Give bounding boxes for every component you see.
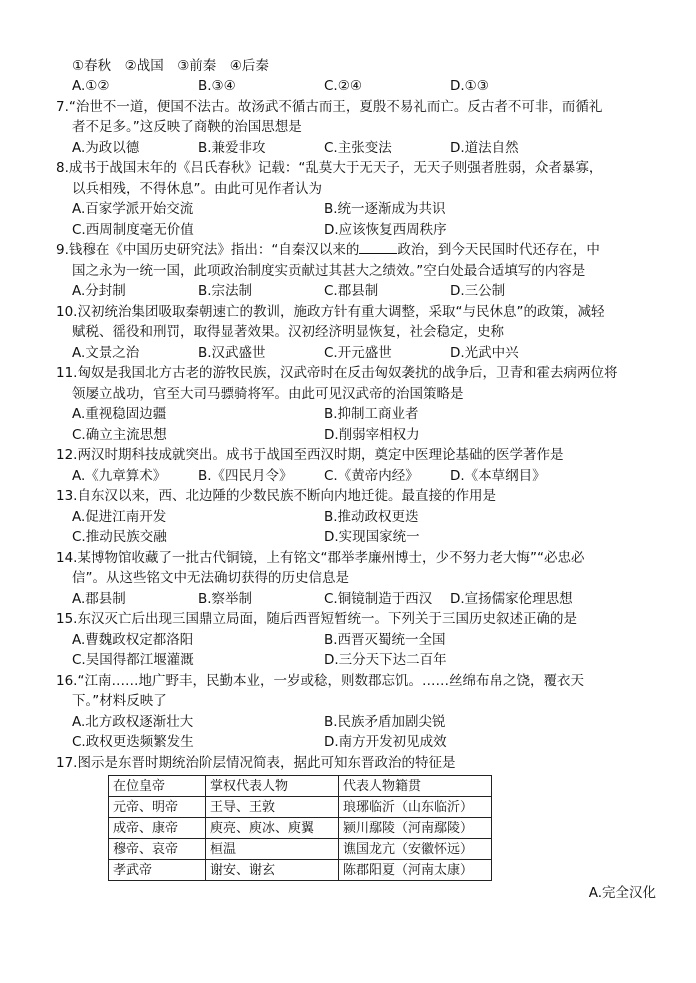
table-header-row: [109, 776, 492, 797]
q7-option-d[interactable]: D.道法自然: [450, 139, 519, 156]
q8-stem-line1: 8.成书于战国末年的《吕氏春秋》记载：“乱莫大于无天子，无天子则强者胜弱，众者暴寡，: [56, 160, 603, 176]
q13-options: [56, 507, 656, 548]
q11-options: [56, 404, 656, 445]
q11-option-b[interactable]: B.抑制工商业者: [324, 406, 419, 422]
q13-option-b[interactable]: B.推动政权更迭: [324, 508, 419, 525]
q15-options: [56, 630, 656, 671]
q15-option-c[interactable]: C.吴国得都江堰灌溉: [72, 652, 194, 668]
q14-option-a[interactable]: A.郡县制: [72, 590, 126, 607]
table-cell: 桓温: [206, 839, 339, 860]
q9-options: [56, 281, 656, 302]
q16-option-d[interactable]: D.南方开发初见成效: [324, 734, 447, 750]
q15-option-d[interactable]: D.三分天下达二百年: [324, 652, 447, 668]
q9-option-a[interactable]: A.分封制: [72, 283, 126, 299]
q9-option-d[interactable]: D.三公制: [450, 283, 506, 299]
table-cell: 谯国龙亢（安徽怀远）: [339, 839, 492, 860]
q14-option-b[interactable]: B.察举制: [198, 590, 253, 607]
table-cell: 庾亮、庾冰、庾翼: [206, 818, 339, 839]
q16-stem-line1: 16.“江南……地广野丰，民勤本业，一岁或稔，则数郡忘饥。……丝绵布帛之饶，覆衣天: [56, 672, 584, 689]
table-row: [109, 797, 492, 818]
q16-stem-line2: 下。”材料反映了: [72, 693, 167, 709]
table-cell: 孝武帝: [109, 860, 206, 881]
q12-option-c[interactable]: C.《黄帝内经》: [324, 467, 419, 484]
q8-option-d[interactable]: D.应该恢复西周秩序: [324, 221, 447, 238]
table-cell: 琅琊临沂（山东临沂）: [339, 797, 492, 818]
q6-option-c[interactable]: C.②④: [324, 78, 362, 94]
exam-page: [56, 56, 656, 903]
q9-stem-part1: 9.钱穆在《中国历史研究法》指出：“自秦汉以来的: [56, 242, 360, 258]
q15-option-a[interactable]: A.曹魏政权定都洛阳: [72, 631, 194, 648]
q13-stem-line1: 13.自东汉以来，西、北边陲的少数民族不断向内地迁徙。最直接的作用是: [56, 488, 496, 504]
table-cell: 元帝、明帝: [109, 797, 206, 818]
q12-stem-line1: 12.两汉时期科技成就突出。成书于战国至西汉时期，奠定中医理论基础的医学著作是: [56, 447, 564, 463]
q16-options: [56, 712, 656, 753]
q11-option-c[interactable]: C.确立主流思想: [72, 426, 167, 443]
q16-option-c[interactable]: C.政权更迭频繁发生: [72, 734, 194, 750]
q12-option-a[interactable]: A.《九章算术》: [72, 467, 167, 484]
q8-stem-line2: 以兵相残，不得休息”。由此可见作者认为: [72, 180, 322, 197]
q14-option-d[interactable]: D.宣扬儒家伦理思想: [450, 590, 573, 607]
q9-stem-part2: 政治，到今天民国时代还存在，中: [397, 242, 600, 258]
q14-options: [56, 589, 656, 610]
q10-option-d[interactable]: D.光武中兴: [450, 344, 519, 361]
q15-option-b[interactable]: B.西晋灭蜀统一全国: [324, 631, 446, 648]
table-header-cell: 在位皇帝: [109, 776, 206, 797]
q9-option-b[interactable]: B.宗法制: [198, 283, 253, 299]
q13-option-c[interactable]: C.推动民族交融: [72, 529, 167, 545]
q10-option-b[interactable]: B.汉武盛世: [198, 344, 266, 361]
q11-option-d[interactable]: D.削弱宰相权力: [324, 426, 420, 443]
q17-table: [108, 775, 492, 881]
q8-options: [56, 199, 656, 240]
q10-stem-line2: 赋税、徭役和刑罚，取得显著效果。汉初经济明显恢复，社会稳定，史称: [72, 324, 504, 340]
table-cell: 王导、王敦: [206, 797, 339, 818]
q10-option-a[interactable]: A.文景之治: [72, 344, 140, 361]
q6-option-d[interactable]: D.①③: [450, 78, 489, 94]
q6-options: [56, 76, 656, 97]
table-row: [109, 818, 492, 839]
q7-option-c[interactable]: C.主张变法: [324, 139, 392, 156]
q9-option-c[interactable]: C.郡县制: [324, 283, 379, 299]
q10-option-c[interactable]: C.开元盛世: [324, 344, 392, 361]
q9-blank: [359, 240, 397, 254]
q13-option-d[interactable]: D.实现国家统一: [324, 529, 420, 545]
q10-options: [56, 343, 656, 364]
q16-option-b[interactable]: B.民族矛盾加剧尖锐: [324, 713, 446, 730]
q7-options: [56, 138, 656, 159]
q12-options: [56, 466, 656, 487]
q14-option-c[interactable]: C.铜镜制造于西汉: [324, 590, 433, 607]
q17-option-a[interactable]: A.完全汉化: [588, 885, 656, 901]
q7-stem-line2: 者不足多。”这反映了商鞅的治国思想是: [72, 119, 302, 135]
q11-option-a[interactable]: A.重视稳固边疆: [72, 406, 167, 422]
q6-items: ①春秋 ②战国 ③前秦 ④后秦: [72, 58, 269, 74]
q12-option-b[interactable]: B.《四民月令》: [198, 467, 293, 484]
q12-option-d[interactable]: D.《本草纲目》: [450, 467, 546, 484]
table-cell: 陈郡阳夏（河南太康）: [339, 860, 492, 881]
q9-stem-line2: 国之永为一统一国，此项政治制度实贡献过其甚大之绩效。”空白处最合适填写的内容是: [72, 262, 586, 279]
table-cell: 成帝、康帝: [109, 818, 206, 839]
q8-option-c[interactable]: C.西周制度毫无价值: [72, 221, 194, 238]
q16-option-a[interactable]: A.北方政权逐渐壮大: [72, 713, 194, 730]
table-row: [109, 839, 492, 860]
q9-stem-line1: [56, 240, 656, 261]
q17-stem-line1: 17.图示是东晋时期统治阶层情况简表，据此可知东晋政治的特征是: [56, 754, 456, 771]
q14-stem-line1: 14.某博物馆收藏了一批古代铜镜，上有铭文“郡举孝廉州博士，少不努力老大悔”“必忠必: [56, 549, 585, 566]
q11-stem-line1: 11.匈奴是我国北方古老的游牧民族，汉武帝时在反击匈奴袭扰的战争后，卫青和霍去病两位将: [56, 365, 618, 381]
q6-option-b[interactable]: B.③④: [198, 78, 236, 94]
table-header-cell: 代表人物籍贯: [339, 776, 492, 797]
q13-option-a[interactable]: A.促进江南开发: [72, 508, 167, 525]
q8-option-b[interactable]: B.统一逐渐成为共识: [324, 201, 446, 217]
table-cell: 穆帝、哀帝: [109, 839, 206, 860]
q7-stem-line1: 7.“治世不一道，便国不法古。故汤武不循古而王，夏殷不易礼而亡。反古者不可非，而循礼: [56, 98, 603, 115]
table-header-cell: 掌权代表人物: [206, 776, 339, 797]
q7-option-a[interactable]: A.为政以德: [72, 139, 140, 156]
q11-stem-line2: 领屡立战功，官至大司马骠骑将军。由此可见汉武帝的治国策略是: [72, 385, 464, 402]
table-cell: 谢安、谢玄: [206, 860, 339, 881]
q8-option-a[interactable]: A.百家学派开始交流: [72, 201, 194, 217]
table-row: [109, 860, 492, 881]
q15-stem-line1: 15.东汉灭亡后出现三国鼎立局面，随后西晋短暂统一。下列关于三国历史叙述正确的是: [56, 611, 577, 627]
table-cell: 颍川鄢陵（河南鄢陵）: [339, 818, 492, 839]
q14-stem-line2: 信”。从这些铭文中无法确切获得的历史信息是: [72, 570, 349, 586]
q6-option-a[interactable]: A.①②: [72, 78, 110, 94]
q7-option-b[interactable]: B.兼爱非攻: [198, 139, 266, 156]
q10-stem-line1: 10.汉初统治集团吸取秦朝速亡的教训，施政方针有重大调整，采取“与民休息”的政策，减轻: [56, 303, 605, 320]
